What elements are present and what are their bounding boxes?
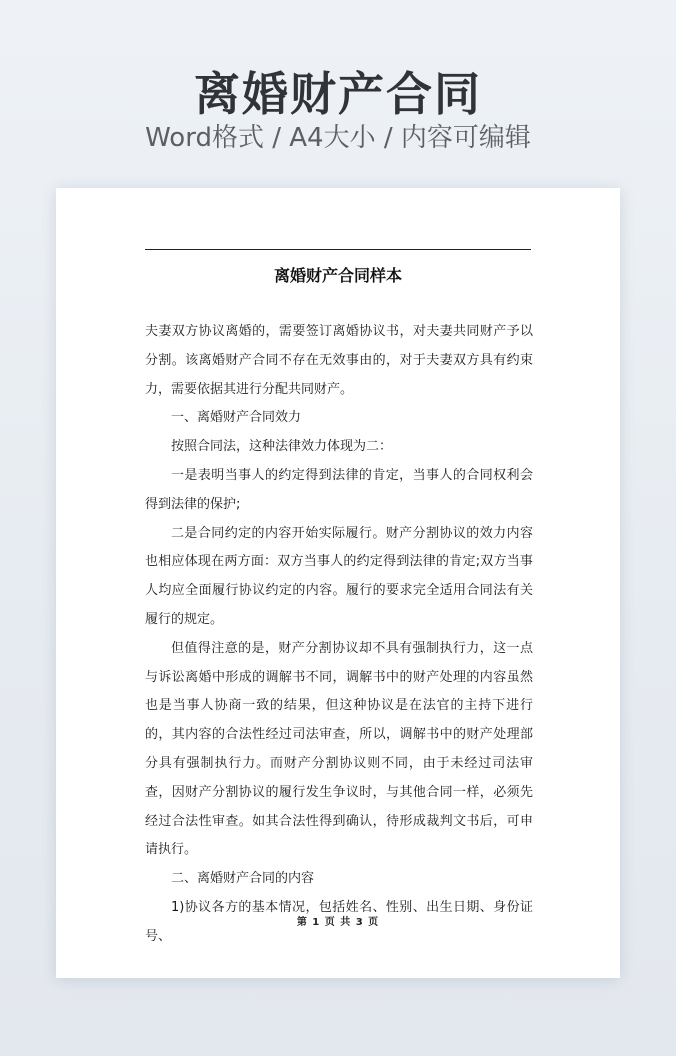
header-rule — [145, 249, 531, 250]
banner-title: 离婚财产合同 — [194, 67, 482, 121]
paragraph-point-two: 二是合同约定的内容开始实际履行。财产分割协议的效力内容也相应体现在两方面：双方当事人的约定得到法律的肯定;双方当事人均应全面履行协议约定的内容。履行的要求完全适用合同法有关履行的规定。 — [145, 525, 533, 627]
paragraph-intro: 夫妻双方协议离婚的，需要签订离婚协议书，对夫妻共同财产予以分割。该离婚财产合同不存在无效事由的，对于夫妻双方具有约束力，需要依据其进行分配共同财产。 — [145, 324, 533, 397]
paragraph-note: 但值得注意的是，财产分割协议却不具有强制执行力，这一点与诉讼离婚中形成的调解书不同，调解书中的财产处理的内容虽然也是当事人协商一致的结果，但这种协议是在法官的主持下进行的，其内容的合法性经过司法审查，所以，调解书中的财产处理部分具有强制执行力。而财产分割协议则不同，由于未经过司法审查，因财产分割协议的履行发生争议时，与其他合同一样，必须先经过合法性审查。如其合法性得到确认，待形成裁判文书后，可申请执行。 — [145, 640, 533, 858]
document-page — [56, 188, 620, 978]
section-heading-effect: 一、离婚财产合同效力 — [171, 410, 302, 426]
paragraph-contract-law: 按照合同法，这种法律效力体现为二： — [171, 439, 393, 455]
section-heading-content: 二、离婚财产合同的内容 — [171, 871, 315, 887]
document-body — [145, 318, 533, 952]
document-title: 离婚财产合同样本 — [273, 266, 402, 285]
page-number: 第 1 页 共 3 页 — [296, 917, 380, 928]
paragraph-item-one: 1)协议各方的基本情况，包括姓名、性别、出生日期、身份证号、 — [145, 899, 533, 944]
banner-subtitle: Word格式 / A4大小 / 内容可编辑 — [145, 123, 531, 153]
paragraph-point-one: 一是表明当事人的约定得到法律的肯定，当事人的合同权利会得到法律的保护; — [145, 467, 533, 512]
